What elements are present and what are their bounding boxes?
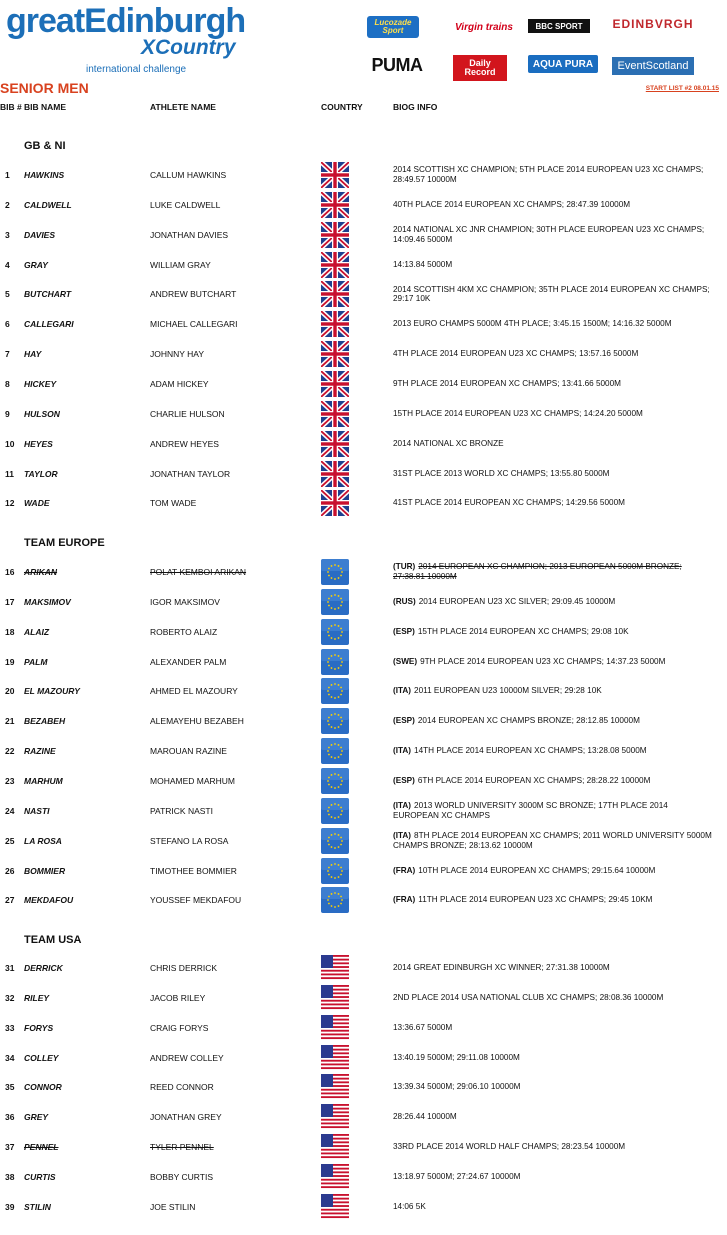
edinburgh-council-logo: EDINBVRGH [612,17,694,31]
eu-flag-icon [321,678,349,704]
athlete-name: IGOR MAKSIMOV [150,596,220,607]
biog-info [393,1043,713,1073]
country-flag-cell [321,647,349,677]
athlete-row [0,1013,727,1043]
biog-text: 40TH PLACE 2014 EUROPEAN XC CHAMPS; 28:47.39 10000M [393,199,631,209]
athlete-row [0,736,727,766]
country-flag-cell [321,429,349,459]
athlete-row [0,1132,727,1162]
athlete-name: CRAIG FORYS [150,1022,209,1033]
bib-name: DERRICK [24,963,63,973]
bib-number: 23 [5,776,15,786]
bib-number: 39 [5,1201,15,1212]
uk-flag-icon [321,222,349,248]
biog-text: 2014 SCOTTISH 4KM XC CHAMPION; 35TH PLACE 2014 EUROPEAN XC CHAMPS; 29:17 10K [393,284,710,304]
athlete-row [0,1102,727,1132]
lucozade-logo: Lucozade Sport [367,16,419,38]
bib-number: 33 [5,1022,15,1033]
biog-text: 14:13.84 5000M [393,259,453,269]
bib-name: HULSON [24,408,60,419]
bib-number: 19 [5,656,15,667]
bib-name: CONNOR [24,1082,62,1093]
athlete-name: ALEXANDER PALM [150,656,227,667]
athlete-name: MICHAEL CALLEGARI [150,319,238,330]
eu-flag-icon [321,738,349,764]
bib-number: 27 [5,895,15,906]
country-flag-cell [321,983,349,1013]
country-code: (ITA) [393,686,412,696]
athlete-name: JONATHAN TAYLOR [150,468,231,479]
bib-number: 5 [5,289,10,300]
eu-flag-icon [321,619,349,645]
group-title: GB & NI [24,140,66,152]
bib-name: BEZABEH [24,716,66,727]
athlete-row [0,796,727,826]
athlete-row [0,885,727,915]
bib-name: PALM [24,656,48,667]
athlete-name: TIMOTHEE BOMMIER [150,865,237,876]
biog-info [393,339,713,369]
athlete-name: ADAM HICKEY [150,379,209,389]
biog-text: 2011 EUROPEAN U23 10000M SILVER; 29:28 10K [414,686,602,696]
biog-info [393,587,713,617]
athlete-name: ANDREW HEYES [150,438,219,449]
biog-text: 4TH PLACE 2014 EUROPEAN U23 XC CHAMPS; 13:57.16 5000M [393,349,639,359]
athlete-row [0,647,727,677]
section-title: SENIOR MEN [0,80,89,96]
athlete-row [0,826,727,856]
country-flag-cell [321,459,349,489]
country-flag-cell [321,1192,349,1222]
group-title: TEAM USA [24,934,82,946]
country-code: (TUR) [393,562,416,572]
biog-info [393,1162,713,1192]
country-code: (FRA) [393,895,416,905]
athlete-name: POLAT KEMBOI ARIKAN [150,567,247,577]
athlete-row [0,1192,727,1222]
biog-info [393,953,713,983]
country-flag-cell [321,1072,349,1102]
biog-text: 2014 NATIONAL XC BRONZE [393,438,504,448]
uk-flag-icon [321,162,349,188]
athlete-row [0,1043,727,1073]
bib-number: 9 [5,408,10,419]
athlete-name: YOUSSEF MEKDAFOU [150,895,242,906]
biog-text: 9TH PLACE 2014 EUROPEAN XC CHAMPS; 13:41.66 5000M [393,379,621,389]
uk-flag-icon [321,401,349,427]
country-code: (ESP) [393,626,415,636]
biog-text: 15TH PLACE 2014 EUROPEAN U23 XC CHAMPS; 14:24.20 5000M [393,408,643,418]
athlete-name: BOBBY CURTIS [150,1172,213,1182]
bib-name: HAWKINS [24,170,65,180]
eu-flag-icon [321,649,349,675]
us-flag-icon [321,1164,349,1190]
bib-number: 11 [5,468,14,479]
country-flag-cell [321,488,349,518]
bib-name: MAKSIMOV [24,596,71,607]
bib-number: 36 [5,1112,15,1123]
country-flag-cell [321,676,349,706]
us-flag-icon [321,985,349,1011]
bib-number: 2 [5,199,10,210]
country-flag-cell [321,766,349,796]
bib-number: 24 [5,805,15,816]
bib-name: COLLEY [24,1052,59,1063]
athlete-row [0,706,727,736]
athlete-name: LUKE CALDWELL [150,199,221,210]
biog-info [393,399,713,429]
us-flag-icon [321,1194,349,1220]
bib-name: MEKDAFOU [24,895,74,906]
biog-info [393,826,713,856]
biog-info [393,250,713,280]
country-flag-cell [321,1162,349,1192]
start-list-link[interactable]: START LIST #2 08.01.15 [645,85,719,92]
athlete-row [0,766,727,796]
country-flag-cell [321,339,349,369]
col-bib-name: BIB NAME [24,102,67,112]
logo-xcountry-text: XCountry [141,36,236,59]
biog-text: 2013 EURO CHAMPS 5000M 4TH PLACE; 3:45.15 1500M; 14:16.32 5000M [393,319,672,329]
logo-subtitle: international challenge [86,64,187,75]
country-flag-cell [321,309,349,339]
athlete-row [0,279,727,309]
us-flag-icon [321,1045,349,1071]
bib-name: DAVIES [24,229,56,240]
bib-name: LA ROSA [24,835,62,846]
country-flag-cell [321,160,349,190]
bib-number: 4 [5,259,10,270]
athlete-row [0,488,727,518]
biog-info [393,369,713,399]
biog-info [393,309,713,339]
bib-name: GREY [24,1112,49,1123]
country-flag-cell [321,617,349,647]
biog-text: 2014 NATIONAL XC JNR CHAMPION; 30TH PLACE EUROPEAN U23 XC CHAMPS; 14:09.46 5000M [393,224,705,244]
biog-text: 2014 EUROPEAN XC CHAMPS BRONZE; 28:12.85 10000M [417,716,640,726]
country-flag-cell [321,796,349,826]
athlete-name: ALEMAYEHU BEZABEH [150,716,244,727]
bib-name: PENNEL [24,1142,59,1153]
biog-text: 8TH PLACE 2014 EUROPEAN XC CHAMPS; 2011 WORLD UNIVERSITY 5000M CHAMPS BRONZE; 28:13.62 10000M [393,830,712,850]
athlete-name: JOHNNY HAY [150,349,205,360]
uk-flag-icon [321,311,349,337]
bib-number: 21 [5,716,15,727]
bib-number: 31 [5,963,15,973]
biog-info [393,459,713,489]
country-flag-cell [321,369,349,399]
bib-number: 22 [5,746,15,757]
biog-info [393,617,713,647]
bib-name: FORYS [24,1022,54,1033]
biog-info [393,647,713,677]
athlete-name: JONATHAN GREY [150,1112,222,1123]
biog-text: 14TH PLACE 2014 EUROPEAN XC CHAMPS; 13:28.08 5000M [414,746,647,756]
athlete-row [0,1072,727,1102]
eu-flag-icon [321,887,349,913]
bib-number: 8 [5,379,10,389]
country-flag-cell [321,856,349,886]
col-athlete-name: ATHLETE NAME [150,102,216,112]
biog-text: 28:26.44 10000M [393,1112,457,1122]
biog-info [393,557,713,587]
bib-name: MARHUM [24,776,63,786]
athlete-name: STEFANO LA ROSA [150,835,229,846]
biog-info [393,736,713,766]
virgin-trains-logo: Virgin trains [455,21,513,33]
athlete-name: CHARLIE HULSON [150,408,225,419]
country-code: (FRA) [393,865,416,875]
biog-text: 31ST PLACE 2013 WORLD XC CHAMPS; 13:55.80 5000M [393,468,610,478]
col-bib-number: BIB # [0,102,22,112]
bib-name: STILIN [24,1201,51,1212]
bbc-sport-logo: BBC SPORT [528,19,590,33]
athlete-row [0,557,727,587]
bib-number: 12 [5,498,15,509]
country-code: (RUS) [393,596,416,606]
country-flag-cell [321,557,349,587]
bib-number: 38 [5,1172,15,1182]
athlete-name: MAROUAN RAZINE [150,746,227,757]
athlete-name: REED CONNOR [150,1082,214,1093]
athlete-name: CHRIS DERRICK [150,963,218,973]
athlete-row [0,190,727,220]
athlete-row [0,339,727,369]
biog-text: 13:36.67 5000M [393,1022,453,1032]
biog-text: 6TH PLACE 2014 EUROPEAN XC CHAMPS; 28:28.22 10000M [417,776,651,786]
col-biog-info: BIOG INFO [393,102,438,112]
country-flag-cell [321,399,349,429]
bib-number: 20 [5,686,15,697]
bib-name: ARIKAN [24,567,58,577]
aqua-pura-logo: AQUA PURA [528,55,598,73]
athlete-row [0,1162,727,1192]
bib-name: BOMMIER [24,865,66,876]
uk-flag-icon [321,192,349,218]
biog-text: 2ND PLACE 2014 USA NATIONAL CLUB XC CHAMPS; 28:08.36 10000M [393,992,664,1002]
athlete-row [0,160,727,190]
athlete-name: PATRICK NASTI [150,805,213,816]
eu-flag-icon [321,858,349,884]
country-flag-cell [321,1013,349,1043]
us-flag-icon [321,1074,349,1100]
biog-info [393,220,713,250]
biog-info [393,1132,713,1162]
athlete-row [0,617,727,647]
bib-name: WADE [24,498,50,509]
bib-name: GRAY [24,259,48,270]
bib-name: EL MAZOURY [24,686,80,697]
bib-number: 10 [5,438,15,449]
eu-flag-icon [321,559,349,585]
bib-name: HEYES [24,438,53,449]
puma-logo: PUMA [371,54,423,75]
biog-text: 2014 SCOTTISH XC CHAMPION; 5TH PLACE 2014 EUROPEAN U23 XC CHAMPS; 28:49.57 10000M [393,165,704,184]
biog-text: 10TH PLACE 2014 EUROPEAN XC CHAMPS; 29:15.64 10000M [418,865,656,875]
country-code: (ITA) [393,830,412,840]
bib-name: ALAIZ [24,626,50,637]
athlete-row [0,399,727,429]
biog-text: 14:06 5K [393,1201,426,1211]
uk-flag-icon [321,431,349,457]
country-flag-cell [321,736,349,766]
athlete-name: JACOB RILEY [150,992,206,1003]
country-code: (ITA) [393,746,412,756]
bib-name: HICKEY [24,379,57,389]
athlete-name: ANDREW BUTCHART [150,289,237,300]
uk-flag-icon [321,490,349,516]
biog-text: 13:40.19 5000M; 29:11.08 10000M [393,1052,520,1062]
country-code: (SWE) [393,656,418,666]
biog-info [393,1102,713,1132]
bib-number: 26 [5,865,15,876]
biog-text: 2014 GREAT EDINBURGH XC WINNER; 27:31.38 10000M [393,963,610,973]
athlete-row [0,983,727,1013]
country-code: (ITA) [393,800,412,810]
biog-info [393,676,713,706]
bib-name: CALLEGARI [24,319,74,330]
country-flag-cell [321,953,349,983]
athlete-name: ANDREW COLLEY [150,1052,224,1063]
bib-name: CALDWELL [24,199,72,210]
country-flag-cell [321,1043,349,1073]
biog-info [393,160,713,190]
biog-text: 2014 EUROPEAN XC CHAMPION; 2013 EUROPEAN 5000M BRONZE; 27:38.81 10000M [393,562,682,581]
country-code: (ESP) [393,716,415,726]
logo-great-text: great [6,2,85,40]
bib-name: RILEY [24,992,50,1003]
biog-info [393,983,713,1013]
athlete-name: JONATHAN DAVIES [150,229,229,240]
bib-number: 17 [5,596,15,607]
col-country: COUNTRY [321,102,363,112]
uk-flag-icon [321,281,349,307]
biog-info [393,488,713,518]
country-flag-cell [321,190,349,220]
bib-name: BUTCHART [24,289,72,300]
bib-number: 6 [5,319,10,330]
country-flag-cell [321,1102,349,1132]
biog-info [393,706,713,736]
athlete-row [0,856,727,886]
us-flag-icon [321,1015,349,1041]
country-flag-cell [321,885,349,915]
biog-text: 13:18.97 5000M; 27:24.67 10000M [393,1172,521,1182]
athlete-name: MOHAMED MARHUM [150,776,235,786]
athlete-row [0,309,727,339]
biog-info [393,766,713,796]
athlete-row [0,429,727,459]
bib-name: CURTIS [24,1172,56,1182]
biog-info [393,796,713,826]
biog-text: 11TH PLACE 2014 EUROPEAN U23 XC CHAMPS; 29:45 10KM [418,895,653,905]
biog-text: 13:39.34 5000M; 29:06.10 10000M [393,1082,521,1092]
uk-flag-icon [321,341,349,367]
bib-name: RAZINE [24,746,56,757]
athlete-row [0,953,727,983]
bib-number: 34 [5,1052,15,1063]
athlete-name: TOM WADE [150,498,197,509]
biog-info [393,885,713,915]
country-flag-cell [321,587,349,617]
uk-flag-icon [321,252,349,278]
country-flag-cell [321,1132,349,1162]
country-flag-cell [321,706,349,736]
biog-info [393,1013,713,1043]
athlete-name: TYLER PENNEL [150,1142,214,1153]
biog-text: 41ST PLACE 2014 EUROPEAN XC CHAMPS; 14:29.56 5000M [393,498,625,508]
bib-number: 1 [5,170,10,180]
eu-flag-icon [321,798,349,824]
uk-flag-icon [321,371,349,397]
athlete-name: JOE STILIN [150,1201,196,1212]
group-title: TEAM EUROPE [24,537,105,549]
bib-number: 3 [5,229,10,240]
athlete-row [0,587,727,617]
uk-flag-icon [321,461,349,487]
bib-name: HAY [24,349,42,360]
athlete-row [0,220,727,250]
us-flag-icon [321,955,349,981]
athlete-row [0,369,727,399]
daily-record-logo: Daily Record [453,55,507,81]
great-edinburgh-logo [6,2,246,78]
bib-number: 16 [5,567,15,577]
bib-name: TAYLOR [24,468,58,479]
athlete-name: ROBERTO ALAIZ [150,626,218,637]
us-flag-icon [321,1134,349,1160]
logo-edinburgh-text: Edinburgh [84,2,246,40]
athlete-name: CALLUM HAWKINS [150,170,227,180]
athlete-name: AHMED EL MAZOURY [150,686,238,697]
event-scotland-logo: EventScotland [612,57,694,75]
country-flag-cell [321,220,349,250]
athlete-row [0,459,727,489]
bib-number: 35 [5,1082,15,1093]
biog-info [393,429,713,459]
biog-text: 15TH PLACE 2014 EUROPEAN XC CHAMPS; 29:08 10K [417,626,629,636]
eu-flag-icon [321,828,349,854]
biog-text: 2013 WORLD UNIVERSITY 3000M SC BRONZE; 17TH PLACE 2014 EUROPEAN XC CHAMPS [393,800,668,820]
country-code: (ESP) [393,776,415,786]
bib-number: 37 [5,1142,15,1153]
biog-text: 2014 EUROPEAN U23 XC SILVER; 29:09.45 10000M [418,596,616,606]
country-flag-cell [321,279,349,309]
biog-text: 33RD PLACE 2014 WORLD HALF CHAMPS; 28:23.54 10000M [393,1142,626,1152]
biog-text: 9TH PLACE 2014 EUROPEAN U23 XC CHAMPS; 14:37.23 5000M [420,656,666,666]
eu-flag-icon [321,708,349,734]
biog-info [393,1192,713,1222]
biog-info [393,190,713,220]
biog-info [393,856,713,886]
country-flag-cell [321,250,349,280]
bib-number: 25 [5,835,15,846]
bib-name: NASTI [24,805,50,816]
bib-number: 32 [5,992,15,1003]
eu-flag-icon [321,589,349,615]
bib-number: 18 [5,626,15,637]
athlete-name: WILLIAM GRAY [150,259,211,270]
bib-number: 7 [5,349,10,360]
biog-info [393,279,713,309]
country-flag-cell [321,826,349,856]
athlete-row [0,250,727,280]
athlete-row [0,676,727,706]
eu-flag-icon [321,768,349,794]
biog-info [393,1072,713,1102]
us-flag-icon [321,1104,349,1130]
